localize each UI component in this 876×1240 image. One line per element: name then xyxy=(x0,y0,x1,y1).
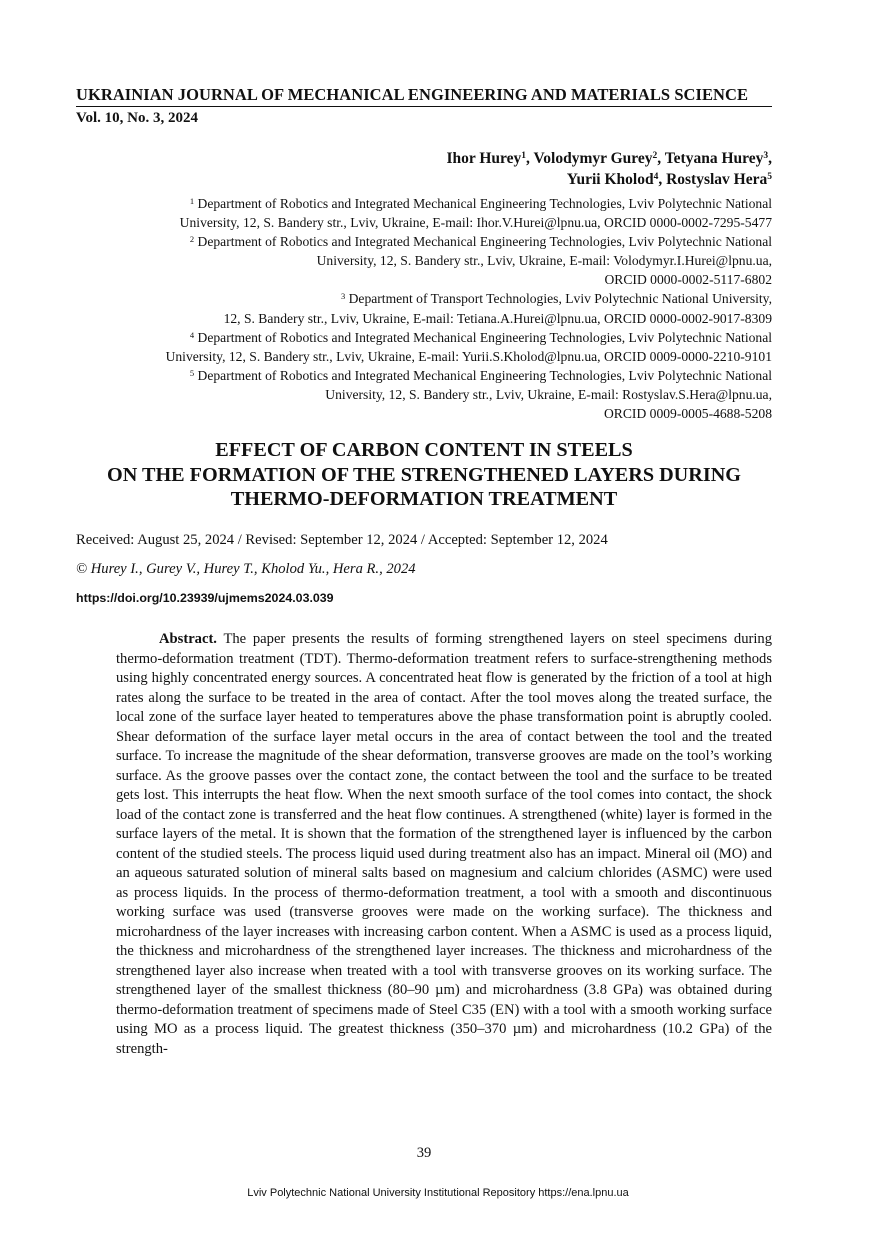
author-name: Volodymyr Gurey xyxy=(533,150,653,167)
affiliation-line: University, 12, S. Bandery str., Lviv, Ukraine, E-mail: Yurii.S.Kholod@lpnu.ua, ORCID 0009-0000-2210-9101 xyxy=(165,348,772,364)
author-affil-number: 1 xyxy=(521,151,527,161)
header-rule xyxy=(76,106,772,107)
affiliation-line: ORCID 0009-0005-4688-5208 xyxy=(603,406,772,422)
author-line-2: Yurii Kholod$^4$, Rostyslav Hera$^5$ xyxy=(566,171,772,188)
affiliation-line: $^4$ Department of Robotics and Integrated Mechanical Engineering Technologies, Lviv Polytechnic National xyxy=(189,329,772,345)
author-affil-number: 4 xyxy=(653,172,659,182)
affiliation-line: University, 12, S. Bandery str., Lviv, Ukraine, E-mail: Rostyslav.S.Hera@lpnu.ua, xyxy=(325,386,772,402)
author-affil-number: 5 xyxy=(767,172,772,182)
affiliation-line: ORCID 0000-0002-5117-6802 xyxy=(604,272,772,288)
affiliation-line: University, 12, S. Bandery str., Lviv, Ukraine, E-mail: Volodymyr.I.Hurei@lpnu.ua, xyxy=(316,253,772,269)
paper-title-line: ON THE FORMATION OF THE STRENGTHENED LAYERS DURING xyxy=(107,463,741,486)
author-affil-number: 3 xyxy=(763,151,769,161)
affiliation-line: $^1$ Department of Robotics and Integrated Mechanical Engineering Technologies, Lviv Polytechnic National xyxy=(189,196,772,211)
paper-title xyxy=(76,438,772,512)
author-line-1: Ihor Hurey$^1$, Volodymyr Gurey$^2$, Tetyana Hurey$^3$, xyxy=(446,150,772,167)
abstract-label: Abstract. xyxy=(159,631,217,647)
author-name: Rostyslav Hera xyxy=(666,171,768,188)
affiliation-line: $^2$ Department of Robotics and Integrated Mechanical Engineering Technologies, Lviv Polytechnic National xyxy=(189,234,772,250)
affiliation-line: University, 12, S. Bandery str., Lviv, Ukraine, E-mail: Ihor.V.Hurei@lpnu.ua, ORCID 0000-0002-7295-5477 xyxy=(179,215,772,231)
repository-footer: Lviv Polytechnic National University Institutional Repository https://ena.lpnu.ua xyxy=(247,1187,629,1199)
paper-title-line: EFFECT OF CARBON CONTENT IN STEELS xyxy=(215,439,633,461)
affiliations xyxy=(76,194,772,423)
author-name: Yurii Kholod xyxy=(566,171,654,188)
copyright-notice: © Hurey I., Gurey V., Hurey T., Kholod Yu., Hera R., 2024 xyxy=(76,561,416,577)
doi-link[interactable]: https://doi.org/10.23939/ujmems2024.03.039 xyxy=(76,591,334,605)
journal-title: UKRAINIAN JOURNAL OF MECHANICAL ENGINEERING AND MATERIALS SCIENCE xyxy=(76,85,749,104)
paper-title-line: THERMO-DEFORMATION TREATMENT xyxy=(230,488,618,510)
author-affil-number: 2 xyxy=(652,151,658,161)
author-name: Tetyana Hurey xyxy=(664,150,764,167)
abstract-text: The paper presents the results of forming strengthened layers on steel specimens during thermo-deformation treatment (TDT). Thermo-deformation treatment refers to surface-strengthening methods using highly concentrated energy sources. A concentrated heat flow is generated by the friction of a tool at high rates along the surface to be treated in the area of contact. After the tool moves along the treated surface, the local zone of the surface layer heated to temperatures above the phase transformation point is abruptly cooled. Shear deformation of the surface layer metal occurs in the area of contact between the tool and the treated surface. To increase the magnitude of the shear deformation, transverse grooves are made on the tool’s working surface. As the groove passes over the contact zone, the contact between the tool and the surface to be treated gets lost. This interrupts the heat flow. When the next smooth surface of the tool comes into contact, the shock load of the contact zone is transferred and the heat flow continues. A strengthened (white) layer is formed in the surface layers of the metal. It is shown that the formation of the strengthened layer is influenced by the carbon content of the studied steels. The process liquid used during treatment also has an impact. Mineral oil (MO) and an aqueous saturated solution of mineral salts based on magnesium and calcium chlorides (ASMC) were used as process liquids. In the process of thermo-deformation treatment, a tool with a smooth and discontinuous working surface was used (transverse grooves were made on the working surface). The thickness and microhardness of the layer increases with increasing carbon content. When a ASMC is used as a process liquid, the thickness and microhardness of the strengthened layer increases. The thickness and microhardness of the strengthened layer also increase when treated with a tool with transverse grooves on its working surface. The strengthened layer of the smallest thickness (80–90 µm) and microhardness (3.8 GPa) was obtained during thermo-deformation treatment of specimens made of Steel C35 (EN) with a tool with a smooth working surface using MO as a process liquid. The greatest thickness (350–370 µm) and microhardness (10.2 GPa) of the strength- xyxy=(116,631,772,1057)
page-number: 39 xyxy=(416,1145,432,1161)
author-name: Ihor Hurey xyxy=(446,150,522,167)
abstract xyxy=(116,630,772,1059)
submission-dates: Received: August 25, 2024 / Revised: September 12, 2024 / Accepted: September 12, 2024 xyxy=(76,532,608,548)
affiliation-line: $^3$ Department of Transport Technologies, Lviv Polytechnic National University, xyxy=(340,291,772,307)
author-list xyxy=(447,148,773,190)
affiliation-line: 12, S. Bandery str., Lviv, Ukraine, E-mail: Tetiana.A.Hurei@lpnu.ua, ORCID 0000-0002-9017-8309 xyxy=(223,310,772,326)
affiliation-line: $^5$ Department of Robotics and Integrated Mechanical Engineering Technologies, Lviv Polytechnic National xyxy=(189,367,772,383)
volume-issue: Vol. 10, No. 3, 2024 xyxy=(76,110,198,126)
